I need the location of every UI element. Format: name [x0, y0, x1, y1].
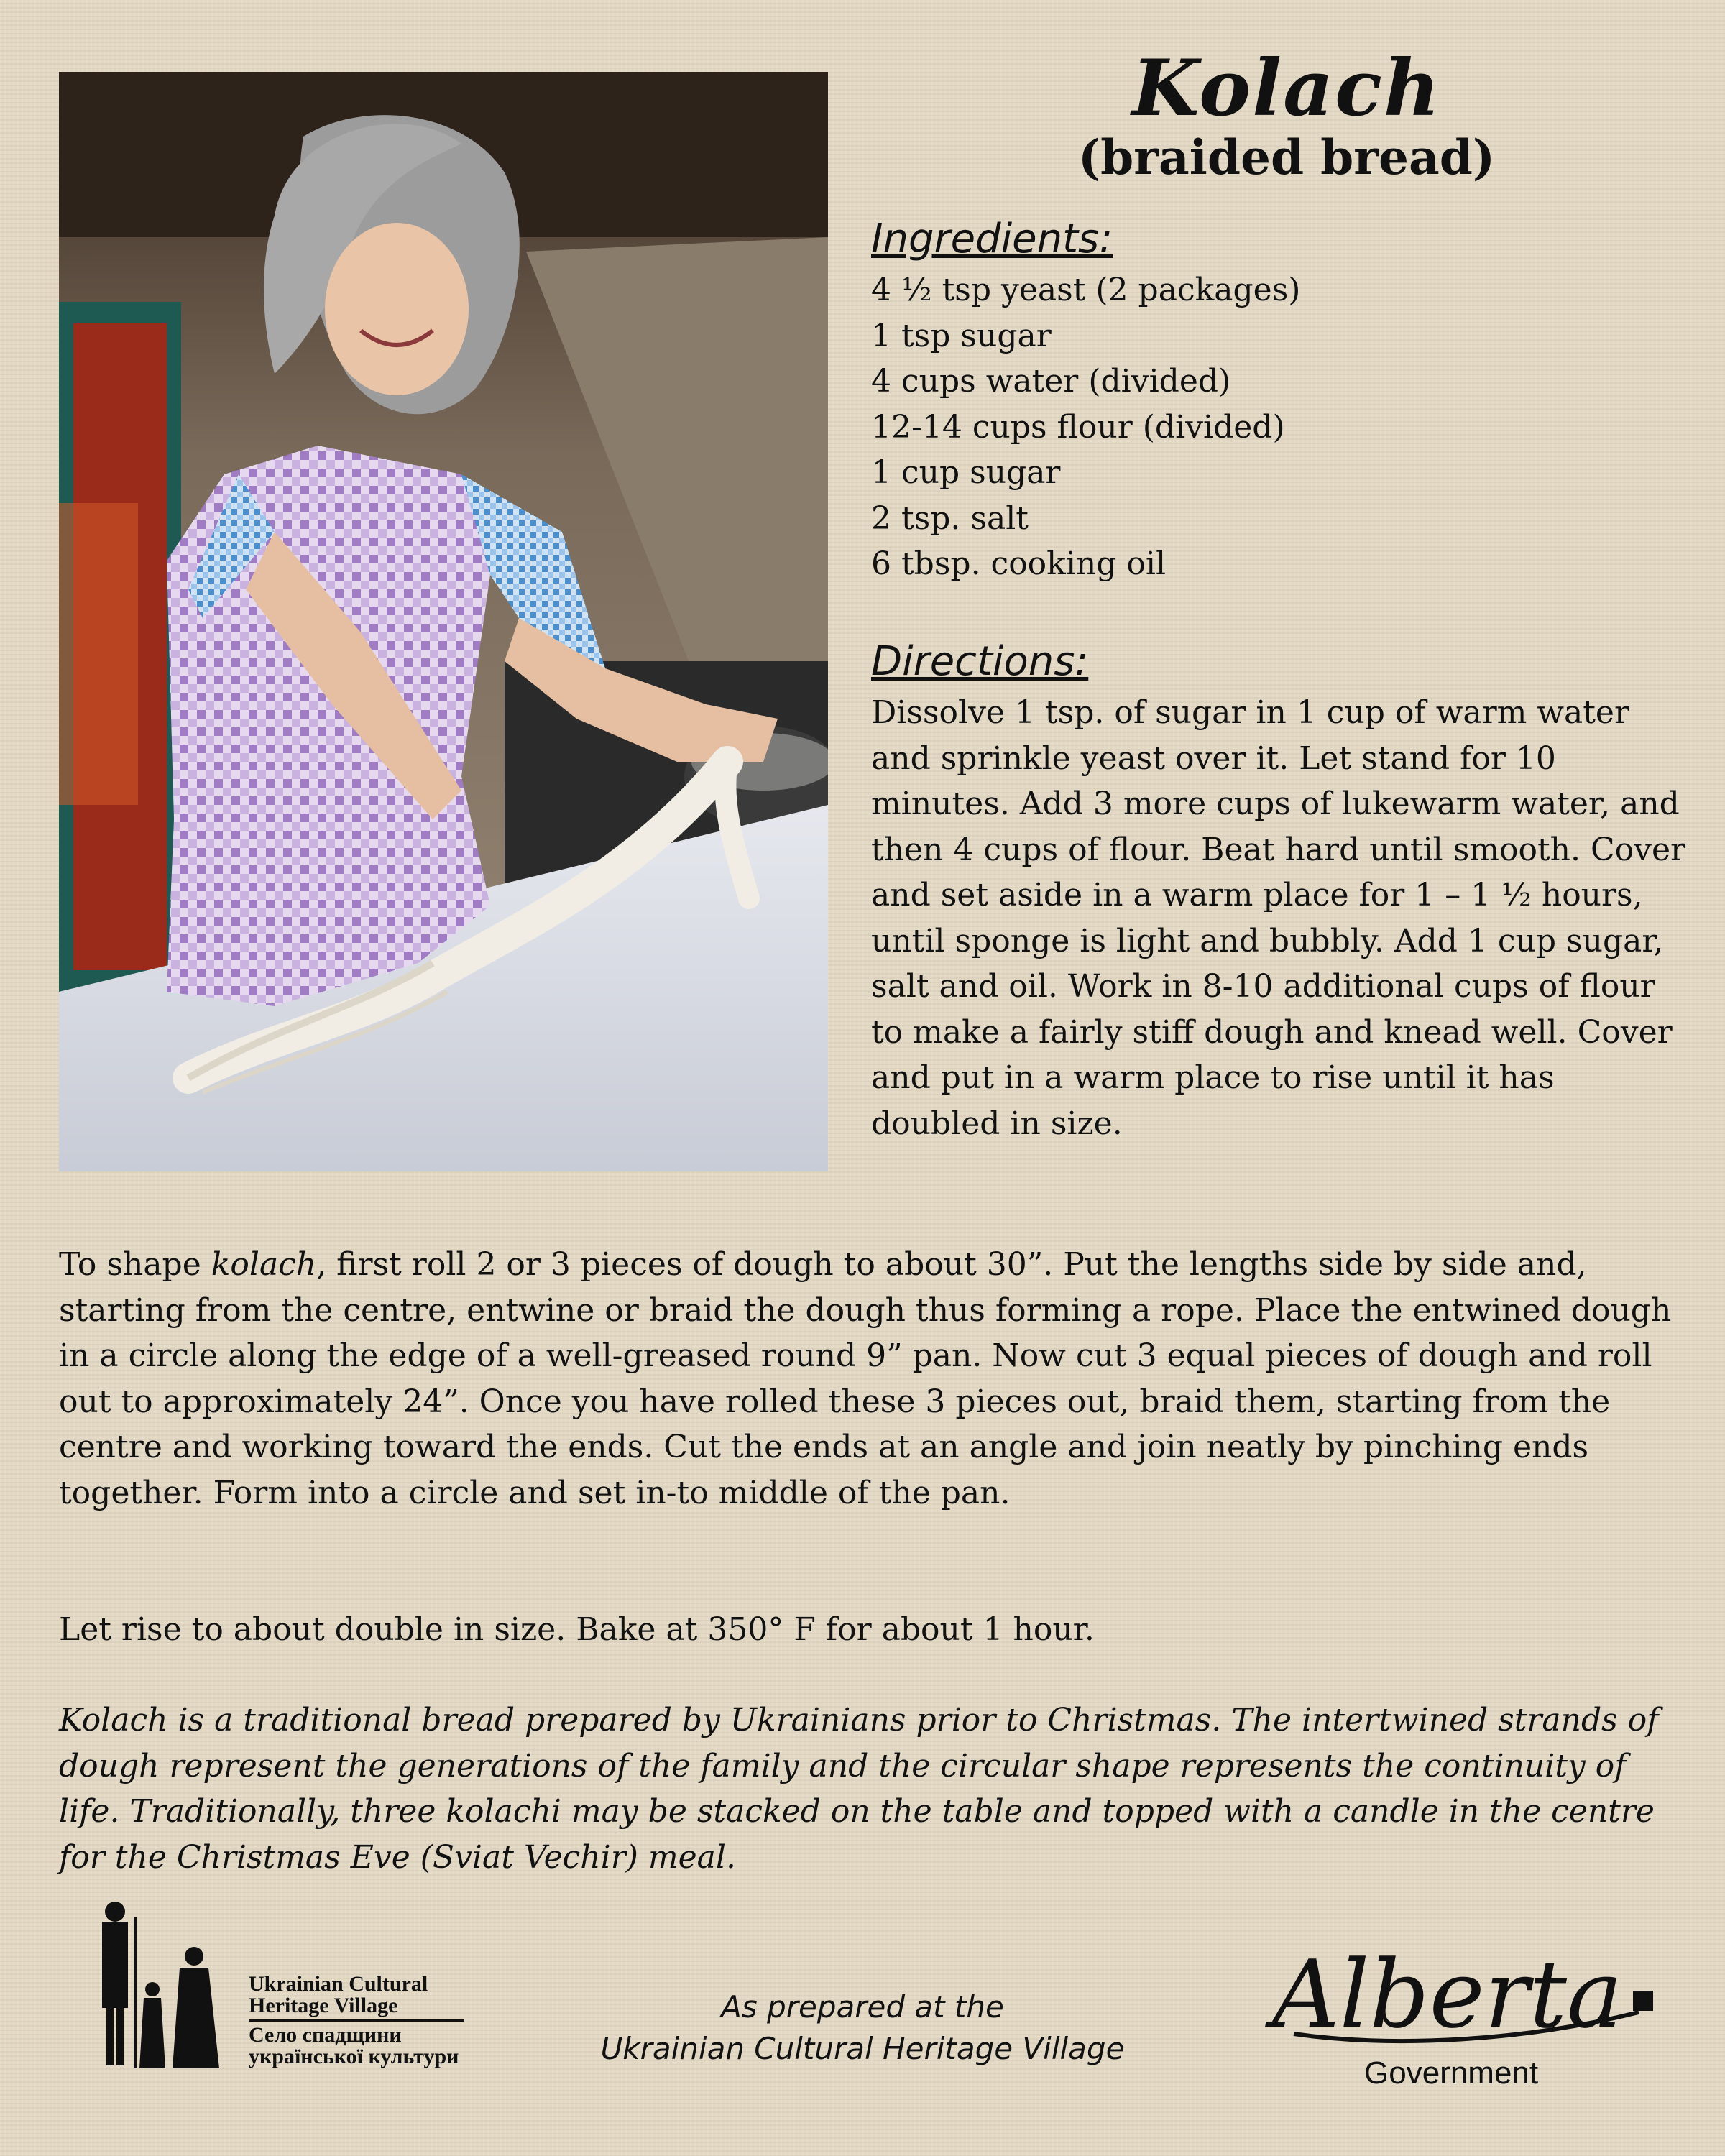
- prepared-credit: [546, 1986, 1179, 2070]
- baking-paragraph: Let rise to about double in size. Bake at 350° F for about 1 hour.: [59, 1611, 1095, 1648]
- ingredients-heading: Ingredients:: [871, 216, 1113, 262]
- shaping-lead: To shape: [59, 1246, 211, 1283]
- photo-woman-braiding-dough: [59, 72, 828, 1171]
- directions-text: Dissolve 1 tsp. of sugar in 1 cup of warm water and sprinkle yeast over it. Let stand for 10 minutes. Add 3 more cups of lukewarm water, and then 4 cups of flour. Beat hard until smooth. Cover and set aside in a warm place for 1 – 1 ½ hours, until sponge is light and bubbly. Add 1 cup sugar, salt and oil. Work in 8-10 additional cups of flour to make a fairly stiff dough and knead well. Cover and put in a warm place to rise until it has doubled in size.: [871, 694, 1686, 1142]
- ingredient-item: 4 cups water (divided): [871, 363, 1231, 400]
- recipe-subtitle: (braided bread): [1077, 129, 1496, 185]
- recipe-title: Kolach: [1131, 43, 1442, 134]
- shaping-paragraph: [59, 1242, 1683, 1516]
- logo-text-line: Heritage Village: [249, 1994, 398, 2017]
- logo-divider: [249, 2019, 464, 2022]
- shaping-italic-word: kolach: [211, 1246, 317, 1283]
- ukrainian-village-logo: [72, 1896, 489, 2083]
- alberta-government-label: Government: [1364, 2055, 1539, 2091]
- ingredient-item: 6 tbsp. cooking oil: [871, 545, 1167, 582]
- logo-text-line: Ukrainian Cultural: [249, 1972, 428, 1996]
- village-figures-icon: [72, 1896, 244, 2083]
- ingredient-item: 1 cup sugar: [871, 454, 1061, 491]
- shaping-text: , first roll 2 or 3 pieces of dough to about 30”. Put the lengths side by side and, starting from the centre, entwine or braid the dough thus forming a rope. Place the entwined dough in a circle along the edge of a well-greased round 9” pan. Now cut 3 equal pieces of dough and roll out to approximately 24”. Once you have rolled these 3 pieces out, braid them, starting from the centre and working toward the ends. Cut the ends at an angle and join neatly by pinching ends together. Form into a circle and set in-to middle of the pan.: [59, 1246, 1672, 1511]
- directions-heading: Directions:: [871, 638, 1089, 685]
- ingredient-item: 2 tsp. salt: [871, 499, 1029, 537]
- alberta-wordmark: Alberta: [1272, 1940, 1623, 2049]
- ingredient-item: 1 tsp sugar: [871, 317, 1052, 354]
- logo-text-line: української культури: [249, 2045, 459, 2068]
- prepared-line: Ukrainian Cultural Heritage Village: [600, 2031, 1125, 2066]
- ingredients-list: [871, 267, 1300, 587]
- tradition-note: Kolach is a traditional bread prepared by Ukrainians prior to Christmas. The intertwined strands of dough represent the generations of the family and the circular shape represents the continuity of life. Traditionally, three kolachi may be stacked on the table and topped with a candle in the centre for the Christmas Eve (Sviat Vechir) meal.: [59, 1702, 1659, 1876]
- logo-text-line: Село спадщини: [249, 2023, 402, 2047]
- ingredient-item: 12-14 cups flour (divided): [871, 408, 1285, 446]
- prepared-line: As prepared at the: [721, 1989, 1004, 2024]
- ingredient-item: 4 ½ tsp yeast (2 packages): [871, 272, 1301, 308]
